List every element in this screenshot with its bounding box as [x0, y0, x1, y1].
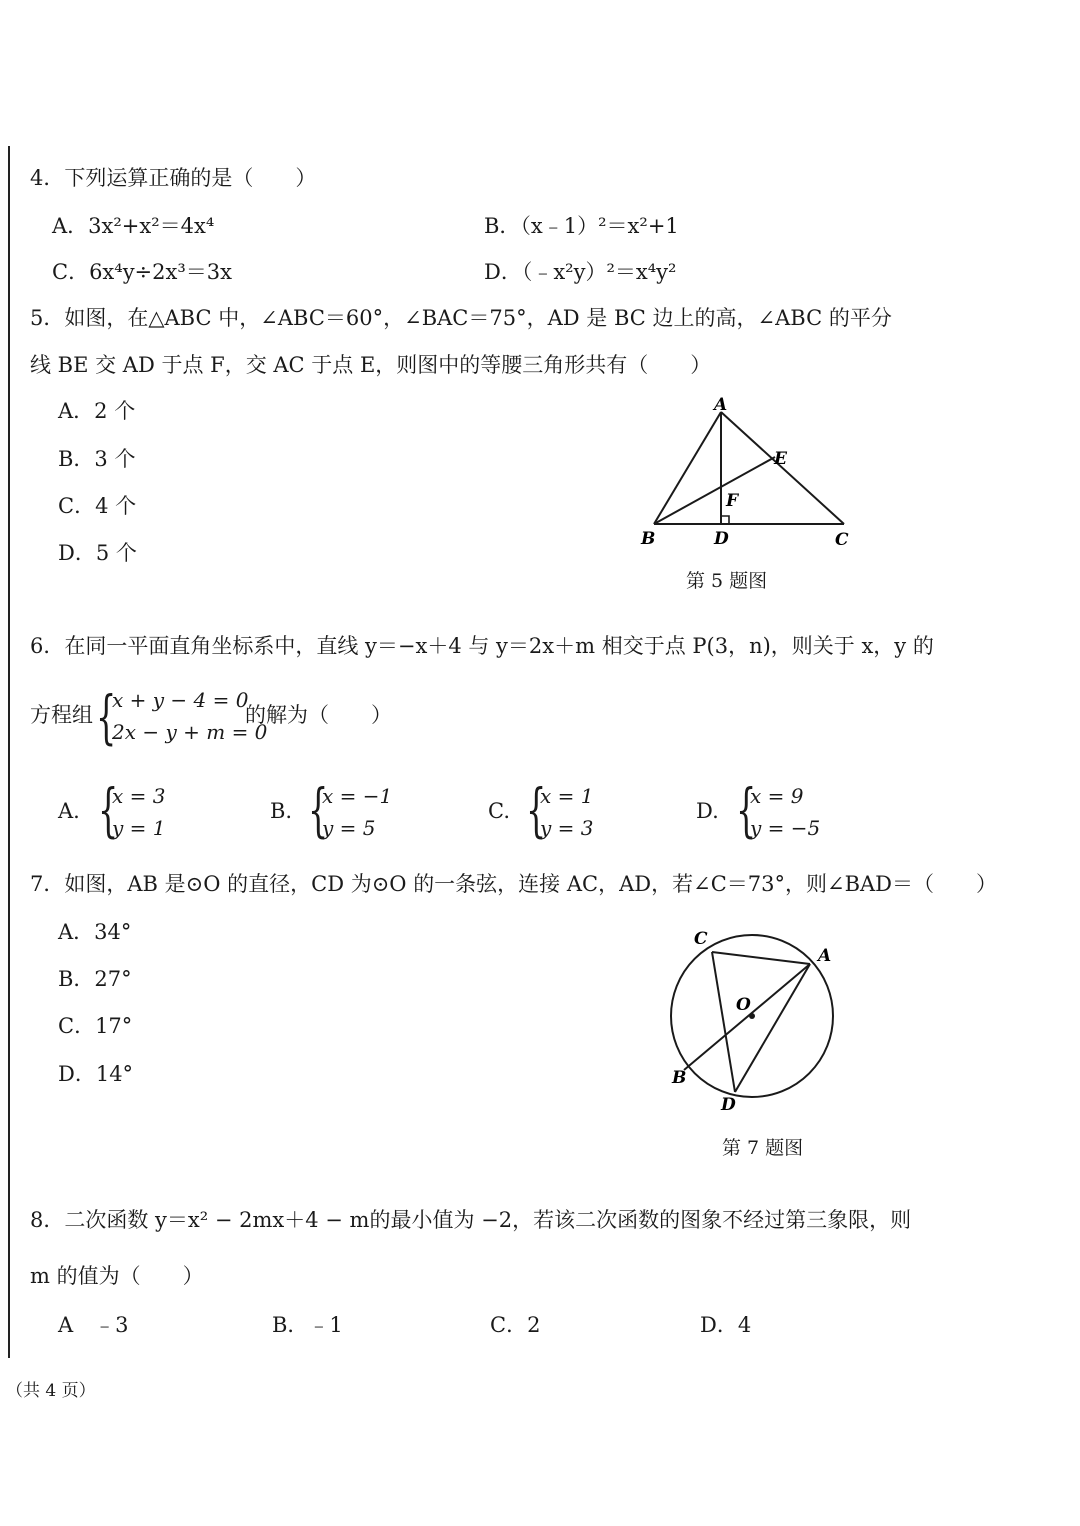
q6-option-c-brace: {: [526, 776, 547, 844]
q5-option-c: C．4 个: [58, 494, 137, 518]
q4-option-d: D．（﹣x²y）²＝x⁴y²: [484, 260, 677, 284]
q4-stem: 4．下列运算正确的是（ ）: [30, 166, 317, 190]
q6-option-c-label: C.: [488, 799, 510, 823]
q7-figure-caption: 第 7 题图: [722, 1137, 804, 1159]
q7-stem: 7．如图，AB 是⊙O 的直径，CD 为⊙O 的一条弦，连接 AC，AD，若∠C＝73°，则∠BAD＝（ ）: [30, 872, 998, 896]
label-o: O: [736, 995, 751, 1015]
label-b: B: [672, 1068, 687, 1088]
label-f: F: [726, 491, 739, 511]
q5-stem-line-2: 线 BE 交 AD 于点 F，交 AC 于点 E，则图中的等腰三角形共有（ ）: [30, 353, 712, 377]
q8-stem-line-2: m 的值为（ ）: [30, 1264, 204, 1288]
label-d: D: [721, 1095, 736, 1115]
q7-option-c: C．17°: [58, 1014, 133, 1038]
q5-option-d: D．5 个: [58, 541, 137, 565]
q6-stem-line-1: 6．在同一平面直角坐标系中，直线 y＝−x＋4 与 y＝2x＋m 相交于点 P(3，n)，则关于 x，y 的: [30, 634, 934, 658]
q8-option-a: A ﹣3: [58, 1313, 129, 1337]
label-a: A: [818, 946, 832, 966]
q5-stem-line-1: 5．如图，在△ABC 中，∠ABC＝60°，∠BAC＝75°，AD 是 BC 边上的高，∠ABC 的平分: [30, 306, 892, 330]
label-c: C: [694, 929, 708, 949]
q8-option-d: D．4: [700, 1313, 752, 1337]
q6-option-d-y: y = −5: [750, 816, 821, 840]
q5-option-b: B．3 个: [58, 447, 136, 471]
label-b: B: [641, 529, 656, 549]
label-e: E: [774, 449, 787, 469]
q7-option-b: B．27°: [58, 967, 132, 991]
q7-option-d: D．14°: [58, 1062, 134, 1086]
right-angle-mark: [721, 516, 729, 524]
q4-option-a: A．3x²+x²＝4x⁴: [52, 214, 215, 238]
q6-option-c-x: x = 1: [540, 784, 594, 808]
segment-ab: [654, 412, 721, 524]
chord-cd: [712, 952, 735, 1092]
q6-option-b-brace: {: [308, 776, 329, 844]
segment-be-bisector: [654, 457, 775, 524]
q7-option-a: A．34°: [58, 920, 132, 944]
q7-circle-figure: [660, 920, 860, 1120]
q6-equation-2: 2x − y + m = 0: [112, 720, 268, 744]
q6-option-b-x: x = −1: [322, 784, 393, 808]
label-a: A: [714, 395, 728, 415]
q6-option-c-y: y = 3: [540, 816, 594, 840]
segment-ad: [735, 964, 810, 1092]
q6-option-a-label: A.: [58, 799, 80, 823]
q4-option-b: B．（x﹣1）²＝x²+1: [484, 214, 679, 238]
q6-prefix: 方程组: [30, 703, 93, 727]
q6-option-a-brace: {: [98, 776, 119, 844]
q8-option-c: C．2: [490, 1313, 541, 1337]
q5-figure-caption: 第 5 题图: [686, 570, 768, 592]
q6-option-d-x: x = 9: [750, 784, 804, 808]
segment-ac: [712, 952, 810, 964]
label-c: C: [835, 530, 849, 550]
diameter-ab: [684, 964, 810, 1070]
q4-option-c: C．6x⁴y÷2x³＝3x: [52, 260, 232, 284]
q6-option-b-label: B.: [270, 799, 293, 823]
q8-stem-line-1: 8．二次函数 y＝x² − 2mx＋4 − m的最小值为 −2，若该二次函数的图象不经过第三象限，则: [30, 1208, 912, 1232]
q5-option-a: A．2 个: [58, 399, 136, 423]
q6-suffix: 的解为（ ）: [245, 703, 392, 727]
page-count-footer: （共 4 页）: [6, 1381, 96, 1401]
q6-option-a-x: x = 3: [112, 784, 166, 808]
q8-option-b: B．﹣1: [272, 1313, 343, 1337]
q5-triangle-figure: [630, 392, 870, 552]
q6-option-d-brace: {: [736, 776, 757, 844]
q6-option-a-y: y = 1: [112, 816, 166, 840]
q6-option-d-label: D.: [696, 799, 719, 823]
q6-equation-1: x + y − 4 = 0: [112, 688, 249, 712]
q6-system-brace: {: [96, 683, 117, 751]
page-left-border: [8, 146, 10, 1358]
q6-option-b-y: y = 5: [322, 816, 376, 840]
label-d: D: [714, 529, 729, 549]
